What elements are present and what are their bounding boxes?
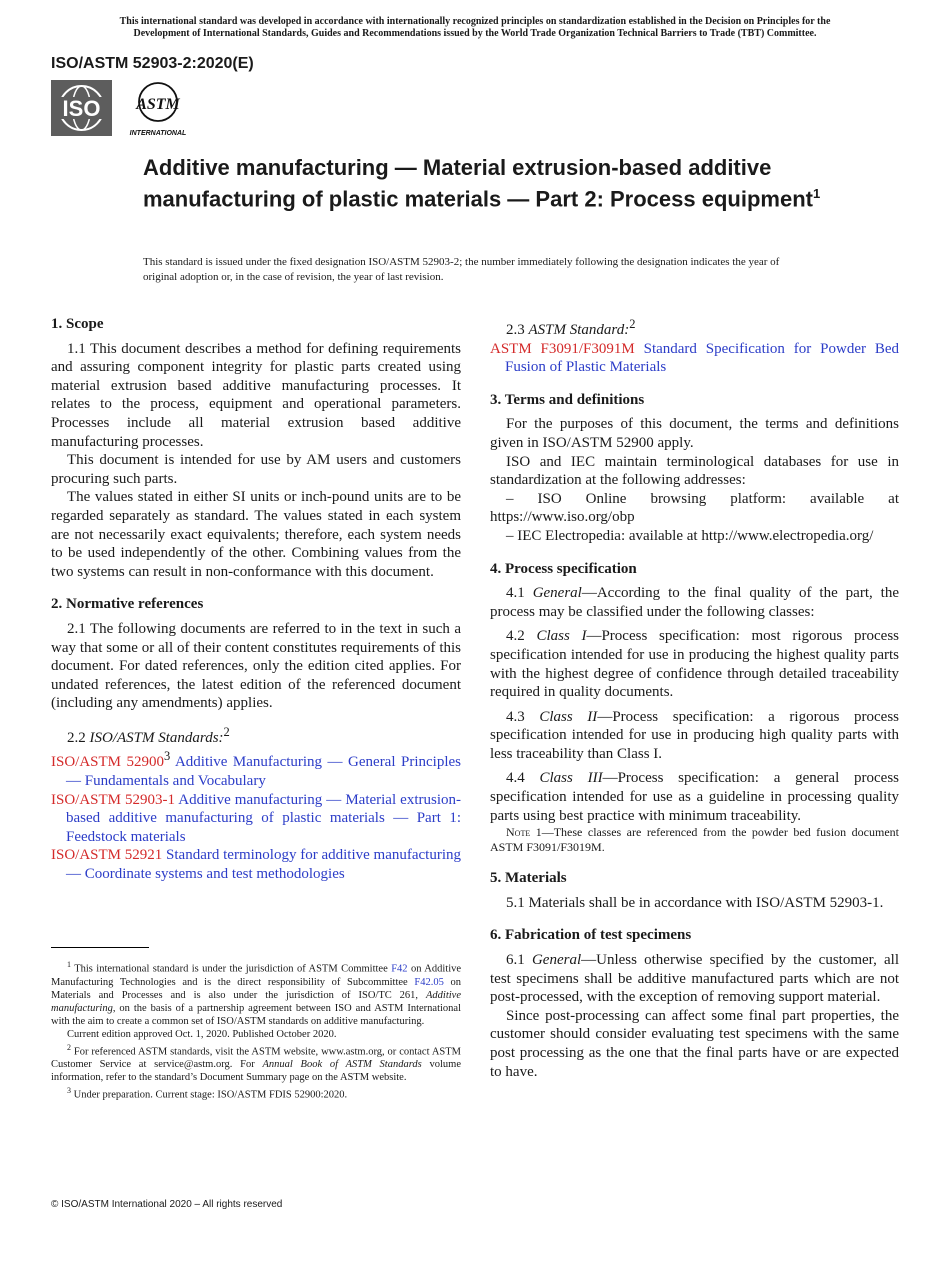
- footnote-2: [51, 1041, 461, 1085]
- iso-astm-standards-heading: [51, 723, 461, 748]
- paragraph: 1.1 This document describes a method for defining requirements and assuring component integrity for plastic parts created using material extrusion based additive manufacturing processes. It relates to the process, equipment and operational parameters. Processes include all material extrusion based additive manufacturing processes.: [51, 340, 461, 450]
- reference-title[interactable]: Standard terminology for additive manufacturing — Coordinate systems and test methodologies: [66, 847, 462, 883]
- reference-code[interactable]: ISO/ASTM 52921: [51, 847, 163, 864]
- footnote-mark: 2: [67, 1042, 71, 1052]
- footnote-text: For referenced ASTM standards, visit the ASTM website, www.astm.org, or contact ASTM Customer Service at service@astm.org. For: [51, 1046, 461, 1070]
- designation-note: This standard is issued under the fixed designation ISO/ASTM 52903-2; the number immediately following the designation indicates the year of original adoption or, in the case of revision, the year of last revision.: [143, 256, 780, 283]
- astm-standard-heading: [490, 315, 899, 340]
- subsection-number: 2.3: [506, 322, 525, 338]
- subcommittee-link[interactable]: F42.05: [414, 976, 444, 988]
- paragraph: – IEC Electropedia: available at http://www.electropedia.org/: [506, 527, 874, 544]
- subsection-label: ASTM Standard:: [528, 322, 630, 338]
- paragraph: 5.1 Materials shall be in accordance with ISO/ASTM 52903-1.: [506, 894, 884, 911]
- clause-label: General: [531, 952, 582, 969]
- reference-item[interactable]: [51, 846, 461, 883]
- footnote-text: Under preparation. Current stage: ISO/ASTM FDIS 52900:2020.: [73, 1089, 348, 1101]
- page-title: [143, 155, 863, 212]
- reference-title[interactable]: Additive manufacturing — Material extrusion-based additive manufacturing of plastic materials — Part 1: Feedstock materials: [66, 791, 461, 845]
- footnote-divider: [51, 947, 149, 948]
- paragraph: [490, 584, 899, 621]
- clause-label: Class I: [536, 628, 587, 645]
- section-heading: 5. Materials: [490, 870, 567, 887]
- wto-note-line2: Development of International Standards, Guides and Recommendations issued by the World Trade Organization Technical Barriers to Trade (TBT) Committee.: [133, 28, 817, 39]
- clause-text: —Process specification: most rigorous process specification intended for use in producing the highest quality parts with the highest degree of confidence through detailed traceability required in quality documents.: [490, 628, 899, 701]
- footnote-text: , on the basis of a partnership agreement between ISO and ASTM International with the aim to create a common set of ISO/ASTM standards on additive manufacturing.: [51, 1002, 461, 1027]
- clause-number: 4.2: [506, 628, 525, 645]
- reference-sup: 3: [164, 749, 171, 764]
- clause-label: Class III: [539, 770, 603, 787]
- footnote-mark: 2: [629, 317, 636, 331]
- paragraph: ISO and IEC maintain terminological databases for use in standardization at the following addresses:: [490, 453, 899, 489]
- astm-logo-graphic: [127, 80, 189, 138]
- section-heading: 2. Normative references: [51, 596, 204, 613]
- footnote-text: This international standard is under the jurisdiction of ASTM Committee: [74, 963, 388, 975]
- reference-item[interactable]: [490, 340, 899, 377]
- section-heading: 1. Scope: [51, 316, 104, 332]
- iso-logo: [51, 80, 112, 136]
- paragraph: – ISO Online browsing platform: available at https://www.iso.org/obp: [490, 490, 899, 526]
- clause-label: General: [532, 585, 582, 602]
- paragraph: [490, 708, 899, 764]
- astm-logo-subtext: INTERNATIONAL: [129, 130, 187, 137]
- footnote-edition: Current edition approved Oct. 1, 2020. Published October 2020.: [67, 1028, 337, 1040]
- reference-code[interactable]: ISO/ASTM 52903-1: [51, 791, 176, 808]
- footnote-mark: 3: [67, 1086, 71, 1095]
- reference-title[interactable]: Standard Specification for Powder Bed Fusion of Plastic Materials: [505, 340, 899, 376]
- paragraph: For the purposes of this document, the terms and definitions given in ISO/ASTM 52900 apply.: [490, 416, 899, 451]
- astm-logo: [127, 80, 189, 138]
- section-scope: [51, 315, 461, 581]
- footnote-mark: 1: [67, 960, 71, 969]
- document-id: ISO/ASTM 52903-2:2020(E): [51, 55, 254, 72]
- section-heading: 3. Terms and definitions: [490, 391, 645, 408]
- reference-item[interactable]: [51, 747, 461, 790]
- paragraph: 2.1 The following documents are referred to in the text in such a way that some or all of their content constitutes requirements of this document. For dated references, only the edition cited applies. For undated references, the latest edition of the referenced document (including any amendments) applies.: [51, 620, 461, 712]
- reference-code[interactable]: ASTM F3091/F3091M: [490, 340, 635, 357]
- reference-item[interactable]: [51, 791, 461, 847]
- paragraph: This document is intended for use by AM users and customers procuring such parts.: [51, 452, 461, 487]
- paragraph: [490, 627, 899, 701]
- section-terms: [490, 391, 899, 546]
- footer-copyright: © ISO/ASTM International 2020 – All rights reserved: [51, 1199, 283, 1210]
- reference-title[interactable]: Additive Manufacturing — General Principles — Fundamentals and Vocabulary: [66, 754, 461, 790]
- iso-logo-text: ISO: [62, 96, 101, 121]
- paragraph: [490, 951, 899, 1007]
- section-heading: 6. Fabrication of test specimens: [490, 927, 692, 944]
- section-materials: [490, 869, 899, 912]
- committee-link[interactable]: F42: [391, 963, 408, 975]
- section-astm-standard: [490, 315, 899, 377]
- clause-text: —Process specification: a general process specification intended for use as a guideline in processing quality parts using best practice with minimum traceability.: [490, 770, 899, 824]
- footnote-text: volume information, refer to the standard’s Document Summary page on the ASTM website.: [51, 1059, 462, 1083]
- footnote-text: on Materials and Processes and is also under the jurisdiction of ISO/TC 261,: [51, 976, 461, 1001]
- footnote-mark: 2: [223, 724, 230, 739]
- clause-text: —According to the final quality of the part, the process may be classified under the following classes:: [490, 585, 899, 620]
- reference-code[interactable]: ISO/ASTM 52900: [51, 754, 165, 771]
- astm-logo-text: ASTM: [136, 96, 180, 113]
- iso-logo-graphic: [51, 80, 112, 136]
- clause-number: 4.4: [506, 770, 525, 787]
- section-heading: 4. Process specification: [490, 560, 637, 577]
- section-fabrication: [490, 926, 899, 1081]
- subsection-label: ISO/ASTM Standards:: [89, 729, 224, 746]
- paragraph: The values stated in either SI units or inch-pound units are to be regarded separately as standard. The values stated in each system are not necessarily exact equivalents; therefore, each system needs to be used independently of the other. Combining values from the two systems can result in non-conformance with this document.: [51, 489, 461, 580]
- paragraph: Since post-processing can affect some final part properties, the customer should consider evaluating test specimens with the same post processing as the one that the final parts have or are expected to have.: [490, 1007, 899, 1080]
- wto-note-line1: This international standard was developed in accordance with internationally recognized principles on standardization established in the Decision on Principles for the: [119, 16, 831, 27]
- section-normative-references: [51, 595, 461, 883]
- clause-number: 4.3: [506, 708, 525, 725]
- note-label: Note 1: [506, 825, 542, 840]
- clause-number: 6.1: [506, 952, 525, 969]
- footnote-1: [51, 958, 461, 1028]
- clause-label: Class II: [539, 708, 598, 725]
- footnote-text: on Additive Manufacturing Technologies and is the direct responsibility of Subcommittee: [51, 963, 462, 988]
- note-text: —These classes are referenced from the powder bed fusion document ASTM F3091/F3019M.: [490, 825, 899, 855]
- wto-note: [40, 16, 910, 40]
- left-column: [51, 315, 461, 898]
- paragraph: [490, 769, 899, 825]
- footnote-3: [51, 1084, 461, 1102]
- footnote-italic: Annual Book of ASTM Standards: [262, 1059, 422, 1070]
- footnotes: [51, 958, 461, 1102]
- section-process-specification: [490, 560, 899, 856]
- subsection-number: 2.2: [67, 729, 86, 746]
- right-column: [490, 315, 899, 1095]
- clause-text: —Process specification: a rigorous process specification intended for use in producing high quality parts with less traceability than Class I.: [490, 708, 899, 762]
- footnote-italic: Additive manufacturing: [51, 989, 462, 1014]
- clause-number: 4.1: [506, 585, 525, 602]
- note: [490, 825, 899, 855]
- clause-text: —Unless otherwise specified by the customer, all test specimens shall be additive manufactured parts which are not post-processed, with the exception of removing support material.: [490, 952, 899, 1006]
- title-footnote-mark: 1: [812, 186, 821, 201]
- title-text: Additive manufacturing — Material extrusion-based additive manufacturing of plastic materials — Part 2: Process equipment: [143, 155, 813, 212]
